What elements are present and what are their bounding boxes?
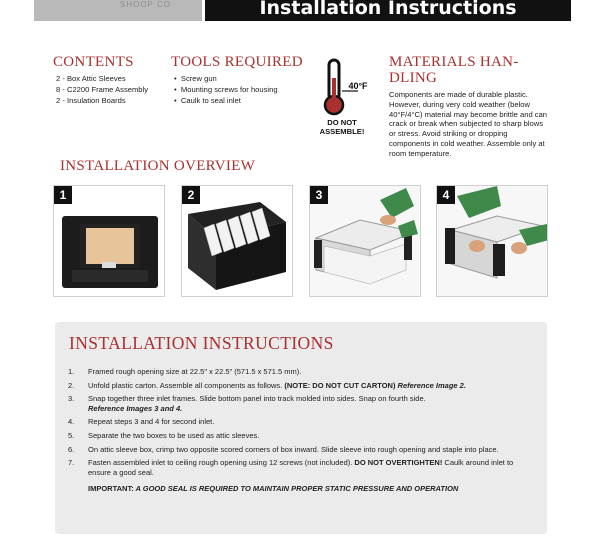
list-item: 7. Fasten assembled inlet to ceiling rough opening using 12 screws (not included). DO NOT OVERTIGHTEN! Caulk around inlet to ensure a good seal. [68,458,514,477]
brand-text: SHOOP CO [120,0,171,9]
list-item: 2 - Box Attic Sleeves [56,74,126,83]
overview-image-1 [53,185,165,297]
step-number: 4 [437,186,455,204]
contents-list [56,73,148,106]
overview-image-2 [181,185,293,297]
header-brand-band [34,0,202,21]
list-item: 2 - Insulation Boards [56,96,126,105]
list-item: 5. Separate the two boxes to be used as attic sleeves. [68,430,260,440]
tools-heading: TOOLS REQUIRED [171,54,303,70]
overview-heading: INSTALLATION OVERVIEW [60,158,256,174]
instructions-heading: INSTALLATION INSTRUCTIONS [69,333,334,353]
overview-image-3 [309,185,421,297]
step-number: 3 [310,186,328,204]
temperature-label: 40°F [348,81,368,91]
list-item: 8 - C2200 Frame Assembly [56,85,149,94]
tools-list [174,73,278,106]
page-title: Installation Instructions [259,0,517,19]
list-item: • Caulk to seal inlet [174,96,241,105]
list-item: • Screw gun [174,74,217,83]
overview-image-4 [436,185,548,297]
step-number: 2 [182,186,200,204]
list-item: 1. Framed rough opening size at 22.5" x 22.5" (571.5 x 571.5 mm). [68,367,302,376]
list-item: 6. On attic sleeve box, crimp two opposite scored corners of box inward. Slide sleeve into rough opening and staple into place. [68,444,499,454]
do-not-assemble-label: DO NOT ASSEMBLE! [319,118,365,136]
list-item: • Mounting screws for housing [174,85,278,94]
important-note: IMPORTANT: A GOOD SEAL IS REQUIRED TO MAINTAIN PROPER STATIC PRESSURE AND OPERATION [88,484,459,494]
instructions-panel [55,322,547,534]
instructions-list [68,367,524,494]
list-item: 4. Repeat steps 3 and 4 for second inlet. [68,417,215,427]
step-number: 1 [54,186,72,204]
title-bar [205,0,571,21]
list-item: 3. Snap together three inlet frames. Slide bottom panel into track molded into sides. Snap on fourth side. Reference Images 3 and 4. [68,394,426,413]
contents-heading: CONTENTS [53,54,134,70]
list-item: 2. Unfold plastic carton. Assemble all components as follows. (NOTE: DO NOT CUT CARTON) Reference Image 2. [68,380,466,390]
materials-heading: MATERIALS HAN- DLING [389,54,519,86]
materials-text: Components are made of durable plastic. However, during very cold weather (below 40°F/4°C) material may become brittle and can crack or break when subjected to sharp blows or stress. Avoid striking or dropping components in cold weather. Assemble only at room temperature. [389,90,548,158]
